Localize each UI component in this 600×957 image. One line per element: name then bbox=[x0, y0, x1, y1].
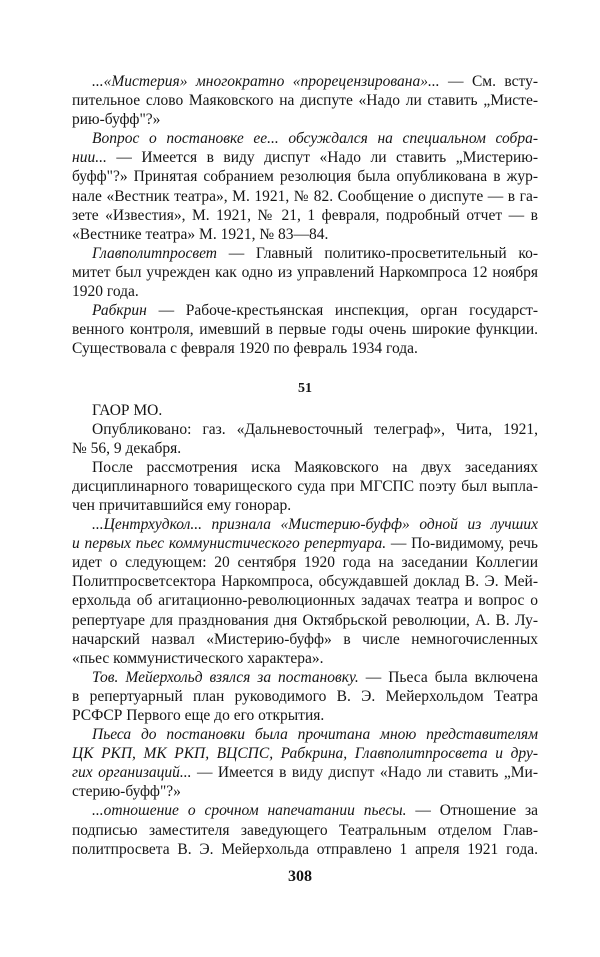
commentary-text: в репертуарный план руководимого В. Э. Мейерхольдом Театра bbox=[72, 687, 538, 705]
text-line bbox=[72, 668, 538, 687]
commentary-text: ерхольда об агитационно-революционных задачах театра и вопрос о bbox=[72, 592, 538, 610]
text-line bbox=[72, 129, 538, 148]
cited-phrase: Главполитпросвет bbox=[92, 244, 217, 262]
text-line bbox=[72, 477, 538, 496]
text-line bbox=[72, 496, 538, 515]
cited-phrase: нии... bbox=[72, 149, 107, 167]
commentary-text: № 56, 9 декабря. bbox=[72, 439, 182, 457]
text-line bbox=[72, 706, 538, 725]
cited-phrase: ЦК РКП, МК РКП, ВЦСПС, Рабкрина, Главполитпросвета и дру- bbox=[72, 745, 538, 763]
cited-phrase: ...«Мистерия» многократно «прорецензирована»... bbox=[92, 73, 440, 90]
text-line bbox=[72, 515, 538, 534]
text-line bbox=[72, 534, 538, 553]
text-line bbox=[72, 301, 538, 320]
commentary-text: начарский назвал «Мистерию-буфф» в числе немногочисленных bbox=[72, 630, 538, 648]
text-line bbox=[72, 801, 538, 820]
commentary-text: ГАОР МО. bbox=[92, 401, 163, 419]
commentary-text: После рассмотрения иска Маяковского на двух заседаниях bbox=[92, 458, 538, 476]
commentary-text: — Имеется в виду диспут «Надо ли ставить „Ми- bbox=[196, 764, 539, 782]
commentary-paragraph bbox=[72, 725, 538, 801]
commentary-text: — Главный политико-просветительный ко- bbox=[228, 244, 538, 262]
commentary-text: — См. всту- bbox=[448, 73, 538, 90]
cited-phrase: Рабкрин bbox=[92, 302, 147, 320]
commentary-text: пительное слово Маяковского на диспуте «Надо ли ставить „Мисте- bbox=[72, 92, 538, 110]
text-line bbox=[72, 420, 538, 439]
text-line bbox=[72, 206, 538, 225]
commentary-text: идет о следующем: 20 сентября 1920 года на заседании Коллегии bbox=[72, 554, 538, 572]
text-line bbox=[72, 401, 538, 420]
text-line bbox=[72, 439, 538, 458]
commentary-text: Политпросветсектора Наркомпроса, обсуждавшей доклад В. Э. Мей- bbox=[72, 573, 538, 591]
cited-phrase: гих организаций... bbox=[72, 764, 192, 782]
text-line bbox=[72, 591, 538, 610]
commentary-text: — Имеется в виду диспут «Надо ли ставить „Мистерию- bbox=[116, 149, 539, 167]
commentary-text: дисциплинарного товарищеского суда при МГСПС поэту был выпла- bbox=[72, 477, 538, 495]
commentary-paragraph bbox=[72, 72, 538, 129]
text-line bbox=[72, 840, 538, 859]
text-line bbox=[72, 339, 538, 358]
text-line bbox=[72, 611, 538, 630]
text-line bbox=[72, 282, 538, 301]
commentary-text: РСФСР Первого еще до его открытия. bbox=[72, 707, 325, 724]
commentary-text: подписью заместителя заведующего Театральным отделом Глав- bbox=[72, 821, 538, 839]
commentary-text: чен причитавшийся ему гонорар. bbox=[72, 496, 292, 514]
commentary-text: — По-видимому, речь bbox=[390, 535, 539, 553]
text-line bbox=[72, 782, 538, 801]
text-line bbox=[72, 91, 538, 110]
page-number: 308 bbox=[288, 868, 312, 885]
commentary-paragraph bbox=[72, 515, 538, 668]
commentary-text: 1920 года. bbox=[72, 283, 139, 301]
section-number: 51 bbox=[298, 381, 312, 397]
document-page-body bbox=[72, 72, 538, 859]
text-line bbox=[72, 263, 538, 282]
commentary-text: стерию-буфф"?» bbox=[72, 783, 181, 801]
commentary-text: — Отношение за bbox=[415, 802, 538, 820]
text-line bbox=[72, 458, 538, 477]
commentary-text: политпросвета В. Э. Мейерхольда отправлено 1 апреля 1921 года. bbox=[72, 840, 538, 858]
text-line bbox=[72, 187, 538, 206]
commentary-paragraph bbox=[72, 668, 538, 725]
commentary-paragraph bbox=[72, 401, 538, 420]
text-line bbox=[72, 553, 538, 572]
commentary-text: Опубликовано: газ. «Дальневосточный телеграф», Чита, 1921, bbox=[92, 420, 538, 438]
text-line bbox=[72, 148, 538, 167]
commentary-text: «пьес коммунистического характера». bbox=[72, 649, 324, 667]
commentary-paragraph bbox=[72, 458, 538, 515]
commentary-paragraph bbox=[72, 420, 538, 458]
text-line bbox=[72, 244, 538, 263]
commentary-text: Существовала с февраля 1920 по февраль 1934 года. bbox=[72, 340, 418, 358]
text-line bbox=[72, 167, 538, 186]
commentary-text: «Вестнике театра» М. 1921, № 83—84. bbox=[72, 225, 329, 243]
text-line bbox=[72, 72, 538, 91]
commentary-paragraph bbox=[72, 129, 538, 244]
commentary-text: митет был учрежден как одно из управлений Наркомпроса 12 ноября bbox=[72, 263, 538, 281]
commentary-paragraph bbox=[72, 301, 538, 358]
text-line bbox=[72, 687, 538, 706]
cited-phrase: ...отношение о срочном напечатании пьесы. bbox=[92, 802, 407, 820]
commentary-text: зете «Известия», М. 1921, № 21, 1 февраля, подробный отчет — в bbox=[72, 206, 538, 224]
text-line bbox=[72, 320, 538, 339]
commentary-text: буфф"?» Принятая собранием резолюция была опубликована в жур- bbox=[72, 168, 538, 186]
cited-phrase: Тов. Мейерхольд взялся за постановку. bbox=[92, 668, 359, 686]
text-line bbox=[72, 763, 538, 782]
text-line bbox=[72, 225, 538, 244]
text-line bbox=[72, 572, 538, 591]
text-line bbox=[72, 821, 538, 840]
cited-phrase: ...Центрхудкол... признала «Мистерию-буфф» одной из лучших bbox=[92, 516, 538, 534]
text-line bbox=[72, 110, 538, 129]
commentary-text: — Рабоче-крестьянская инспекция, орган государст- bbox=[158, 302, 539, 320]
text-line bbox=[72, 744, 538, 763]
commentary-paragraph bbox=[72, 244, 538, 301]
commentary-text: венного контроля, имевший в первые годы очень широкие функции. bbox=[72, 321, 538, 339]
commentary-paragraph bbox=[72, 801, 538, 858]
cited-phrase: и первых пьес коммунистического репертуара. bbox=[72, 535, 387, 553]
commentary-text: рию-буфф"?» bbox=[72, 111, 161, 129]
cited-phrase: Пьеса до постановки была прочитана мною представителям bbox=[92, 726, 538, 744]
commentary-text: репертуаре для празднования дня Октябрьской революции, А. В. Лу- bbox=[72, 611, 538, 629]
cited-phrase: Вопрос о постановке ее... обсуждался на специальном собра- bbox=[92, 130, 538, 148]
commentary-text: — Пьеса была включена bbox=[365, 668, 538, 686]
text-line bbox=[72, 649, 538, 668]
commentary-text: нале «Вестник театра», М. 1921, № 82. Сообщение о диспуте — в га- bbox=[72, 187, 538, 205]
text-line bbox=[72, 725, 538, 744]
text-line bbox=[72, 630, 538, 649]
